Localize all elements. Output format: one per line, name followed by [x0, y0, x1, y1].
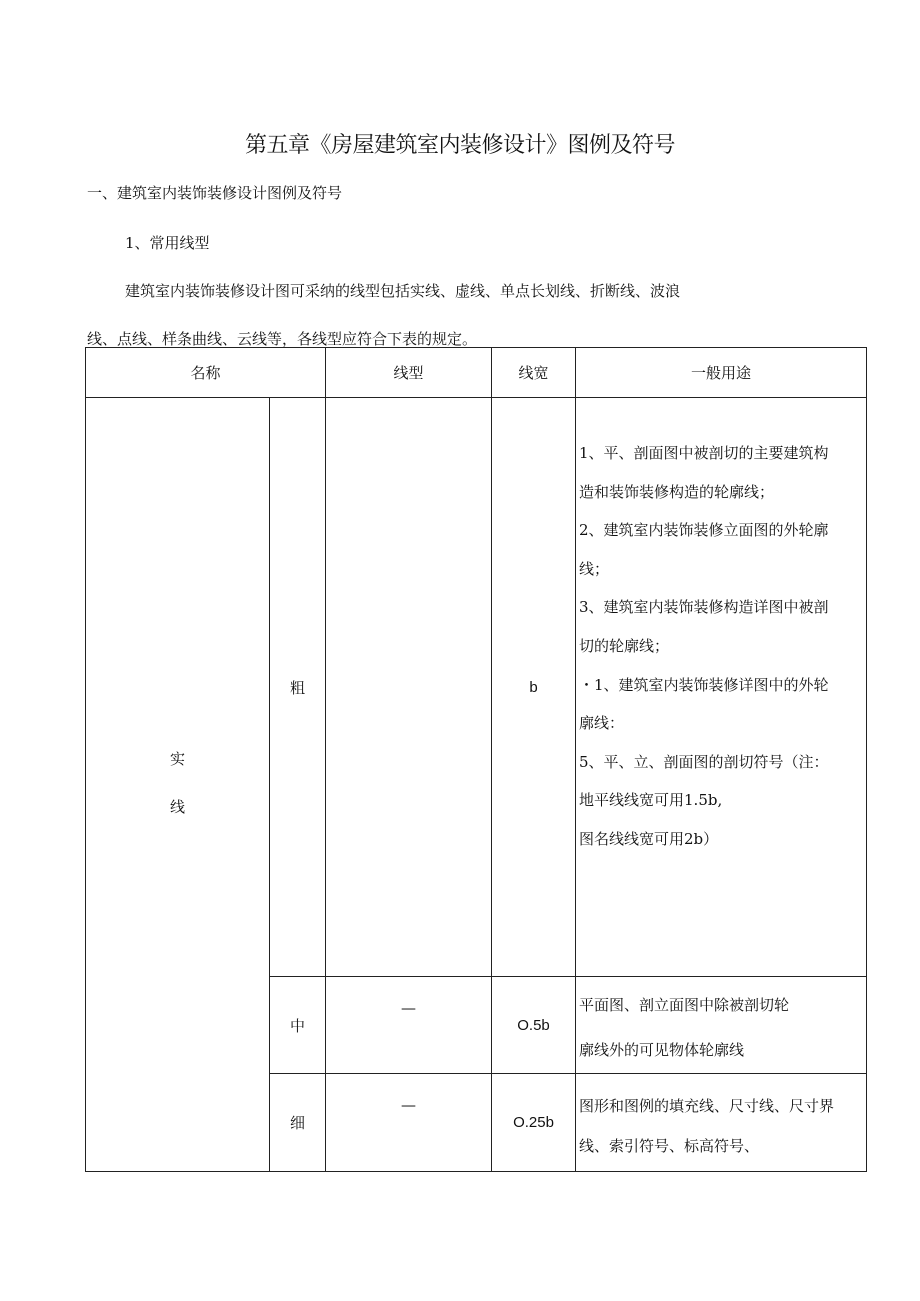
usage-thin: [576, 1074, 867, 1172]
line-type-table: [85, 347, 867, 1172]
group-char-1: 实: [169, 749, 185, 768]
usage-line: 廓线：: [579, 714, 625, 733]
section-heading: 一、建筑室内装饰装修设计图例及符号: [87, 184, 343, 202]
group-char-2: 线: [169, 797, 185, 816]
usage-thick: [576, 398, 867, 977]
header-line-width: 线宽: [492, 348, 576, 398]
subsection-heading: 1、常用线型: [125, 234, 210, 252]
header-line-type: 线型: [326, 348, 492, 398]
paragraph-line-2: 线、点线、样条曲线、云线等，各线型应符合下表的规定。: [87, 330, 478, 348]
table-header-row: [86, 348, 867, 398]
usage-line: 图形和图例的填充线、尺寸线、尺寸界: [579, 1097, 835, 1115]
table-row: [86, 398, 867, 977]
sub-name-medium: 中: [270, 977, 326, 1074]
usage-line: 地平线线宽可用1.5b,: [579, 791, 723, 810]
line-width-thick: b: [492, 398, 576, 977]
line-sample-medium: —: [401, 999, 417, 1017]
usage-line: 5、平、立、剖面图的剖切符号（注：: [579, 752, 829, 771]
line-type-thick: [326, 398, 492, 977]
sub-name-thin: 细: [270, 1074, 326, 1172]
usage-line: 切的轮廓线；: [579, 636, 670, 655]
usage-line: 造和装饰装修构造的轮廓线；: [579, 482, 775, 501]
usage-line: ・1、建筑室内装饰装修详图中的外轮: [579, 675, 829, 694]
usage-line: 2、建筑室内装饰装修立面图的外轮廓: [579, 521, 829, 540]
line-width-thin: O.25b: [492, 1074, 576, 1172]
sub-name-thick: 粗: [270, 398, 326, 977]
usage-line: 线；: [579, 559, 610, 578]
usage-line: 图名线线宽可用2b）: [579, 829, 719, 848]
page-title: 第五章《房屋建筑室内装修设计》图例及符号: [244, 133, 675, 158]
usage-medium: [576, 977, 867, 1074]
usage-line: 线、索引符号、标高符号、: [579, 1137, 760, 1155]
usage-line: 1、平、剖面图中被剖切的主要建筑构: [579, 444, 829, 462]
line-width-medium: O.5b: [492, 977, 576, 1074]
header-usage: 一般用途: [576, 348, 867, 398]
header-name: 名称: [86, 348, 326, 398]
line-type-thin: [326, 1074, 492, 1172]
usage-line: 平面图、剖立面图中除被剖切轮: [579, 996, 790, 1014]
group-cell-solid-line: [86, 398, 270, 1172]
paragraph-line-1: 建筑室内装饰装修设计图可采纳的线型包括实线、虚线、单点长划线、折断线、波浪: [125, 282, 681, 300]
usage-line: 3、建筑室内装饰装修构造详图中被剖: [579, 598, 829, 617]
line-sample-thin: —: [401, 1096, 417, 1114]
usage-line: 廓线外的可见物体轮廓线: [579, 1041, 745, 1059]
line-type-medium: [326, 977, 492, 1074]
